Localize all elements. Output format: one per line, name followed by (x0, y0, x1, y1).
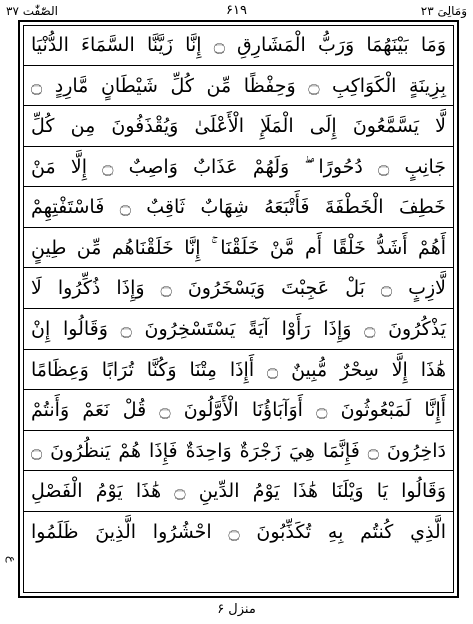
text-line-7: لَّازِبٍ ۝ بَلْ عَجِبْتَ وَيَسْخَرُونَ ۝ وَإِذَا ذُكِّرُوا لَا (23, 268, 454, 309)
text-line-12: وَقَالُوا يَا وَيْلَنَا هَٰذَا يَوْمُ الدِّينِ ۝ هَٰذَا يَوْمُ الْفَصْلِ (23, 471, 454, 512)
text-line-11: دَاخِرُونَ ۝ فَإِنَّمَا هِيَ زَجْرَةٌ وَاحِدَةٌ فَإِذَا هُمْ يَنظُرُونَ ۝ (23, 431, 454, 472)
text-line-13: الَّذِي كُنتُم بِهِ تُكَذِّبُونَ ۝ احْشُرُوا الَّذِينَ ظَلَمُوا (31, 520, 446, 543)
text-line-5: خَطِفَ الْخَطْفَةَ فَأَتْبَعَهُ شِهَابٌ ثَاقِبٌ ۝ فَاسْتَفْتِهِمْ (23, 187, 454, 228)
text-line-6: أَهُمْ أَشَدُّ خَلْقًا أَم مَّنْ خَلَقْنَا ۚ إِنَّا خَلَقْنَاهُم مِّن طِينٍ (23, 228, 454, 269)
text-line-9: هَٰذَا إِلَّا سِحْرٌ مُّبِينٌ ۝ أَإِذَا مِتْنَا وَكُنَّا تُرَابًا وَعِظَامًا (23, 350, 454, 391)
text-line-4: جَانِبٍ ۝ دُحُورًا ۖ وَلَهُمْ عَذَابٌ وَاصِبٌ ۝ إِلَّا مَنْ (23, 147, 454, 188)
text-line-3: لَّا يَسَّمَّعُونَ إِلَى الْمَلَإِ الْأَعْلَىٰ وَيُقْذَفُونَ مِن كُلِّ (23, 106, 454, 147)
surah-name: الصّٰفّٰت ۳۷ (6, 4, 58, 18)
ruku-marker: ع (5, 555, 18, 563)
text-line-2: بِزِينَةٍ الْكَوَاكِبِ ۝ وَحِفْظًا مِّن كُلِّ شَيْطَانٍ مَّارِدٍ ۝ (23, 66, 454, 107)
text-line-1: وَمَا بَيْنَهُمَا وَرَبُّ الْمَشَارِقِ ۝ إِنَّا زَيَّنَّا السَّمَاءَ الدُّنْيَا (23, 25, 454, 66)
text-line-8: يَذْكُرُونَ ۝ وَإِذَا رَأَوْا آيَةً يَسْتَسْخِرُونَ ۝ وَقَالُوا إِنْ (23, 309, 454, 350)
para-name: وَمَالِیَ ۲۳ (420, 4, 467, 18)
manzil-label: منزل ۶ (217, 602, 256, 617)
text-block (23, 25, 454, 593)
text-line-10: أَإِنَّا لَمَبْعُوثُونَ ۝ أَوَآبَاؤُنَا الْأَوَّلُونَ ۝ قُلْ نَعَمْ وَأَنتُمْ (23, 390, 454, 431)
page-number: ۶۱۹ (226, 3, 247, 18)
